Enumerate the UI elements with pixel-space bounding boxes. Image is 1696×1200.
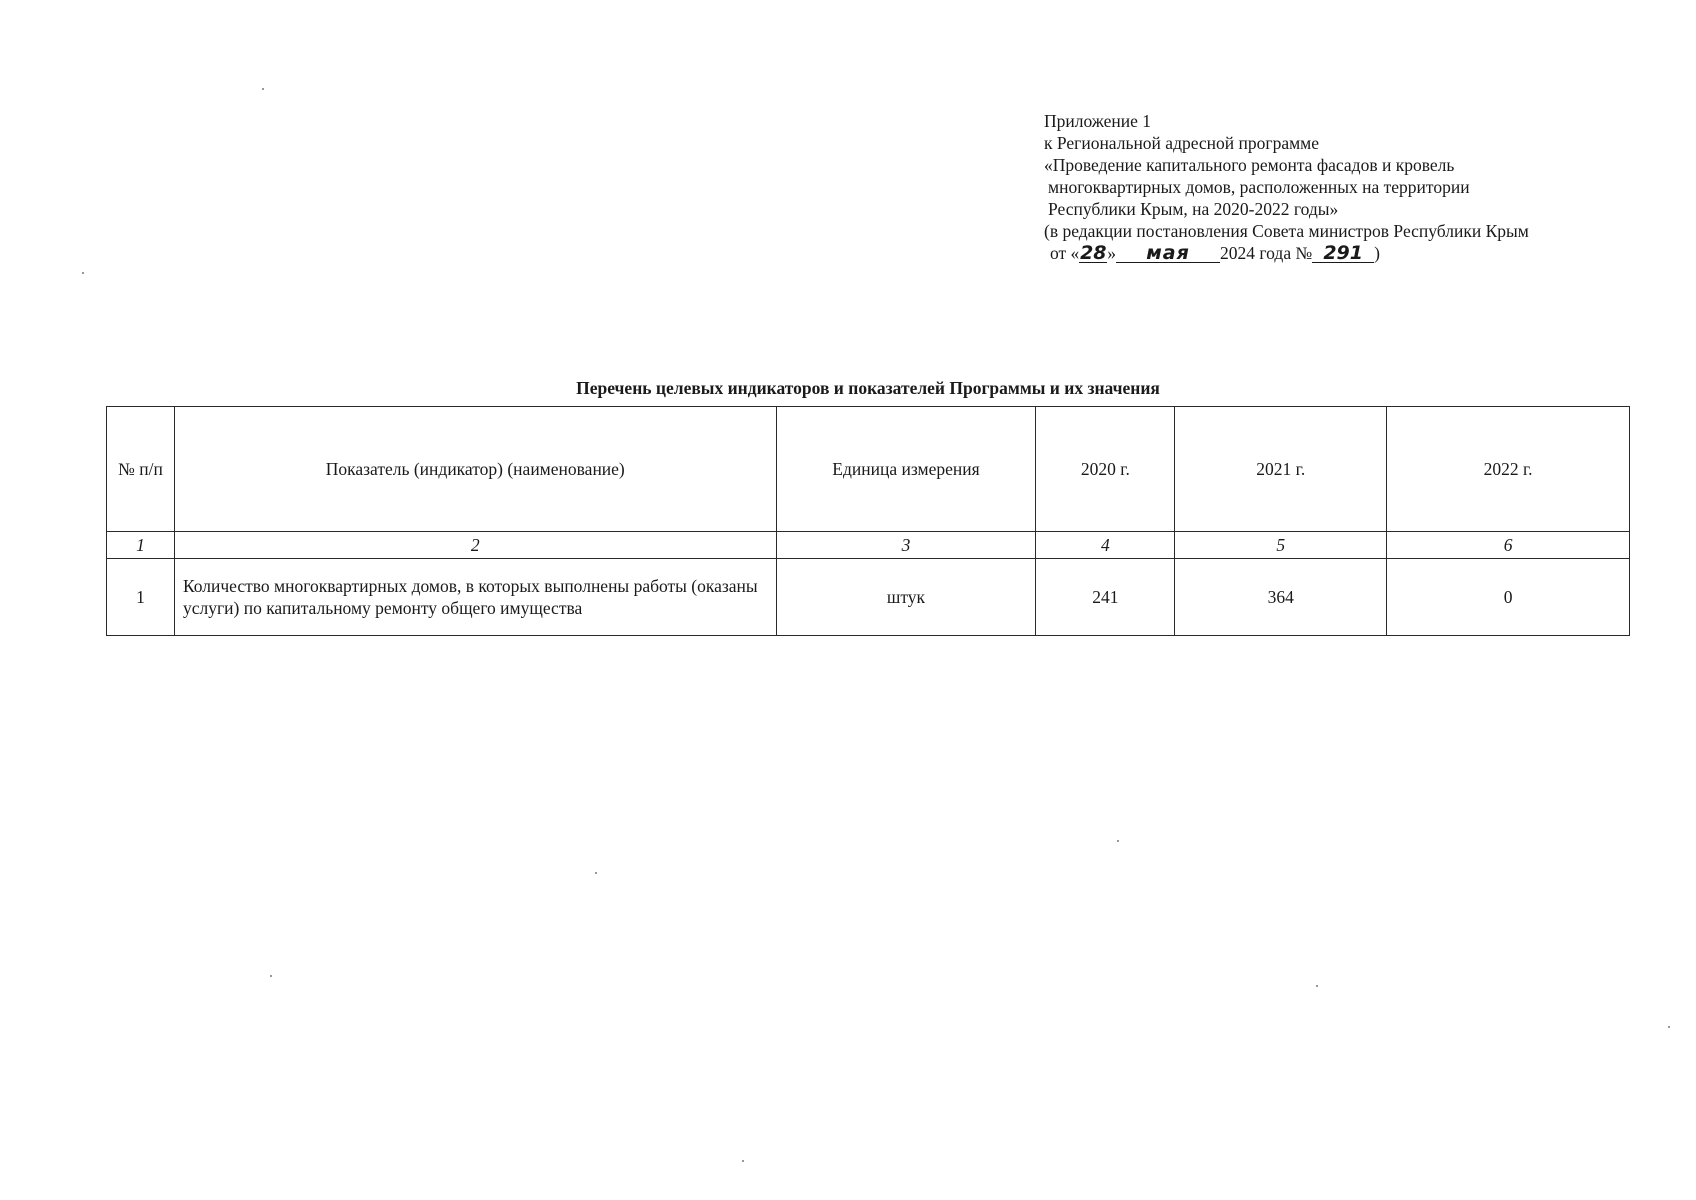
scan-speck bbox=[262, 88, 264, 90]
appendix-program-title-1: «Проведение капитального ремонта фасадов и кровель bbox=[1044, 155, 1455, 175]
appendix-edition-note: (в редакции постановления Совета министров Республики Крым bbox=[1044, 221, 1529, 241]
appendix-program-title-2: многоквартирных домов, расположенных на территории bbox=[1048, 177, 1470, 197]
row-unit: штук bbox=[776, 559, 1036, 636]
column-number: 2 bbox=[174, 532, 776, 559]
appendix-date-line bbox=[1044, 242, 1664, 264]
column-number: 3 bbox=[776, 532, 1036, 559]
date-suffix: ) bbox=[1374, 243, 1380, 263]
column-number-row bbox=[107, 532, 1630, 559]
indicators-table bbox=[106, 406, 1630, 636]
table-title: Перечень целевых индикаторов и показателей Программы и их значения bbox=[576, 378, 1160, 398]
scan-speck bbox=[742, 1160, 744, 1162]
header-2022: 2022 г. bbox=[1387, 407, 1630, 532]
appendix-number: Приложение 1 bbox=[1044, 111, 1152, 131]
column-number: 1 bbox=[107, 532, 175, 559]
scan-speck bbox=[270, 975, 272, 977]
handwritten-day: 28 bbox=[1080, 242, 1107, 264]
row-value-2022: 0 bbox=[1387, 559, 1630, 636]
row-value-2021: 364 bbox=[1175, 559, 1387, 636]
column-number: 6 bbox=[1387, 532, 1630, 559]
header-indicator: Показатель (индикатор) (наименование) bbox=[174, 407, 776, 532]
column-number: 4 bbox=[1036, 532, 1175, 559]
appendix-header bbox=[1044, 110, 1664, 264]
header-unit: Единица измерения bbox=[776, 407, 1036, 532]
scan-speck bbox=[1316, 985, 1318, 987]
scan-speck bbox=[82, 272, 84, 274]
scan-speck bbox=[1668, 1026, 1670, 1028]
row-indicator-name: Количество многоквартирных домов, в которых выполнены работы (оказаны услуги) по капитальному ремонту общего имущества bbox=[174, 559, 776, 636]
appendix-program-ref: к Региональной адресной программе bbox=[1044, 133, 1320, 153]
date-prefix: от « bbox=[1050, 243, 1080, 263]
header-no: № п/п bbox=[107, 407, 175, 532]
row-no: 1 bbox=[107, 559, 175, 636]
header-2021: 2021 г. bbox=[1175, 407, 1387, 532]
table-row bbox=[107, 559, 1630, 636]
appendix-program-title-3: Республики Крым, на 2020-2022 годы» bbox=[1048, 199, 1339, 219]
header-2020: 2020 г. bbox=[1036, 407, 1175, 532]
date-mid: » bbox=[1107, 243, 1117, 263]
table-header-row bbox=[107, 407, 1630, 532]
handwritten-month: мая bbox=[1116, 244, 1220, 263]
date-year: 2024 года № bbox=[1220, 243, 1313, 263]
column-number: 5 bbox=[1175, 532, 1387, 559]
handwritten-doc-number: 291 bbox=[1312, 244, 1374, 263]
scan-speck bbox=[1117, 840, 1119, 842]
row-value-2020: 241 bbox=[1036, 559, 1175, 636]
scan-speck bbox=[595, 872, 597, 874]
